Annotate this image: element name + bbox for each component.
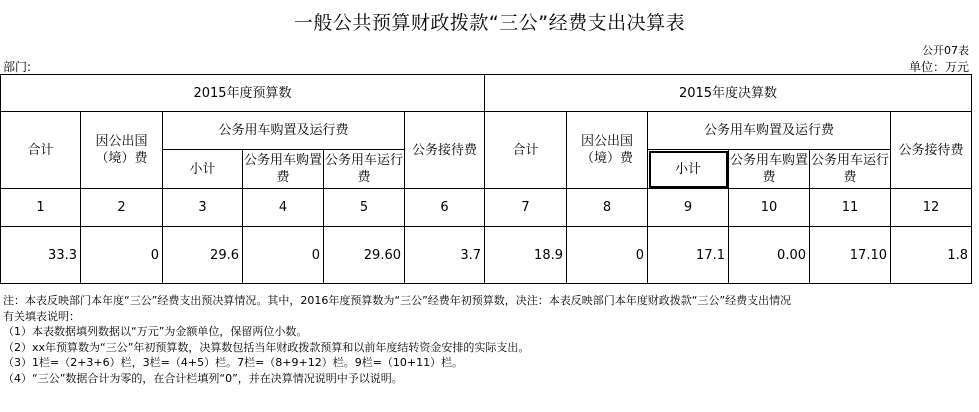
header-reception-budget[interactable]: 公务接待费	[405, 112, 485, 189]
col-number[interactable]: 9	[648, 189, 729, 227]
value-cell[interactable]: 29.60	[324, 227, 405, 284]
unit-label: 单位：万元	[908, 60, 969, 74]
value-cell[interactable]: 0.00	[729, 227, 810, 284]
col-number[interactable]: 3	[163, 189, 243, 227]
value-cell[interactable]: 33.3	[1, 227, 81, 284]
header-purchase-final[interactable]: 公务用车购置费	[729, 150, 810, 189]
page-title: 一般公共预算财政拨款“三公”经费支出决算表	[293, 12, 686, 34]
col-number[interactable]: 10	[729, 189, 810, 227]
col-number[interactable]: 7	[485, 189, 567, 227]
header-abroad-final[interactable]: 因公出国（境）费	[567, 112, 648, 189]
header-operation-final[interactable]: 公务用车运行费	[810, 150, 891, 189]
note-line: （4）“三公”数据合计为零的，在合计栏填列“0”，并在决算情况说明中予以说明。	[3, 371, 403, 385]
header-operation-budget[interactable]: 公务用车运行费	[324, 150, 405, 189]
col-number[interactable]: 5	[324, 189, 405, 227]
value-cell[interactable]: 17.1	[648, 227, 729, 284]
note-line: （2）xx年预算数为“三公”年初预算数，决算数包括当年财政拨款预算和以前年度结转资金安排的实际支出。	[3, 340, 530, 354]
final-group-header[interactable]: 2015年度决算数	[485, 75, 972, 112]
header-vehicle-budget[interactable]: 公务用车购置及运行费	[163, 112, 405, 150]
header-reception-final[interactable]: 公务接待费	[891, 112, 972, 189]
header-subtotal-final[interactable]: 小计	[648, 150, 729, 189]
header-subtotal-budget[interactable]: 小计	[163, 150, 243, 189]
note-line: （1）本表数据填列数据以“万元”为金额单位，保留两位小数。	[3, 325, 308, 338]
value-cell[interactable]: 29.6	[163, 227, 243, 284]
col-number[interactable]: 6	[405, 189, 485, 227]
col-number[interactable]: 4	[243, 189, 324, 227]
header-purchase-budget[interactable]: 公务用车购置费	[243, 150, 324, 189]
value-cell[interactable]: 1.8	[891, 227, 972, 284]
value-cell[interactable]: 17.10	[810, 227, 891, 284]
col-number[interactable]: 2	[81, 189, 163, 227]
note-line: 注：本表反映部门本年度“三公”经费支出预决算情况。其中，2016年度预算数为“三公”经费年初预算数，决注：本表反映部门本年度财政拨款“三公”经费支出情况	[3, 294, 792, 307]
value-cell[interactable]: 18.9	[485, 227, 567, 284]
col-number[interactable]: 11	[810, 189, 891, 227]
col-number[interactable]: 8	[567, 189, 648, 227]
header-abroad-budget[interactable]: 因公出国（境）费	[81, 112, 163, 189]
col-number[interactable]: 1	[1, 189, 81, 227]
value-cell[interactable]: 0	[567, 227, 648, 284]
budget-group-header[interactable]: 2015年度预算数	[1, 75, 485, 112]
header-total-final[interactable]: 合计	[485, 112, 567, 189]
note-line: （3）1栏=（2+3+6）栏，3栏=（4+5）栏。7栏=（8+9+12）栏。9栏=（10+11）栏。	[3, 356, 464, 369]
value-cell[interactable]: 3.7	[405, 227, 485, 284]
value-cell[interactable]: 0	[81, 227, 163, 284]
form-number: 公开07表	[922, 44, 969, 57]
notes	[3, 293, 975, 386]
header-total-budget[interactable]: 合计	[1, 112, 81, 189]
col-number[interactable]: 12	[891, 189, 972, 227]
value-cell[interactable]: 0	[243, 227, 324, 284]
department-label: 部门:	[3, 60, 32, 74]
note-line: 有关填表说明：	[3, 309, 80, 323]
header-vehicle-final[interactable]: 公务用车购置及运行费	[648, 112, 891, 150]
expenditure-table	[0, 74, 972, 284]
